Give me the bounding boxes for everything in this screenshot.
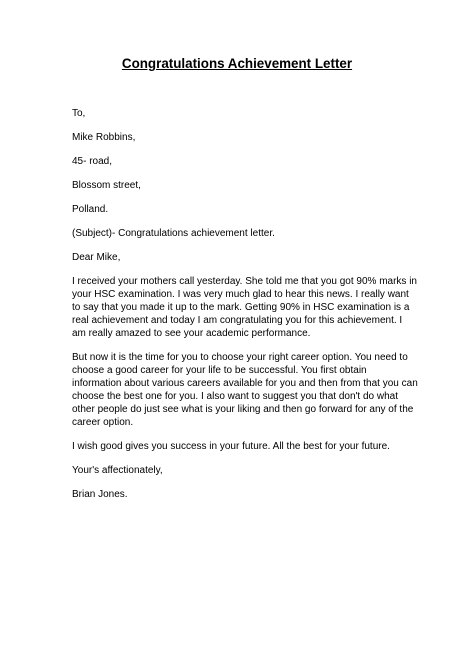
body-line: real achievement and today I am congratulating you for this achievement. I	[72, 315, 403, 326]
body-line: career option.	[72, 417, 134, 428]
letter-body	[72, 107, 418, 501]
body-line: am really amazed to see your academic performance.	[72, 328, 311, 339]
body-line: to say that you made it up to the mark. Getting 90% in HSC examination is a	[72, 302, 410, 313]
body-paragraph-2	[72, 351, 418, 429]
letter-title: Congratulations Achievement Letter	[121, 56, 353, 71]
body-line: choose the best one for you. I also want to suggest you that don't do what	[72, 391, 399, 402]
body-line: choose a good career for your life to be successful. You first obtain	[72, 365, 367, 376]
body-paragraph-3	[72, 440, 412, 453]
recipient-road: 45- road,	[72, 156, 113, 167]
body-line: information about various careers available for you and then from that you can	[72, 378, 418, 389]
recipient-street: Blossom street,	[72, 180, 141, 191]
recipient-country: Polland.	[72, 204, 109, 215]
recipient-name: Mike Robbins,	[72, 132, 136, 143]
closing: Your's affectionately,	[72, 465, 163, 476]
body-line: I received your mothers call yesterday. She told me that you got 90% marks in	[72, 276, 417, 287]
body-paragraph-1	[72, 275, 417, 340]
body-line: I wish good gives you success in your future. All the best for your future.	[72, 441, 390, 452]
body-line: your HSC examination. I was very much glad to hear this news. I really want	[72, 289, 409, 300]
body-line: other people do just see what is your liking and then go forward for any of the	[72, 404, 414, 415]
subject-line: (Subject)- Congratulations achievement letter.	[72, 228, 275, 239]
signature: Brian Jones.	[72, 489, 128, 500]
salutation: Dear Mike,	[72, 252, 121, 263]
recipient-to: To,	[72, 108, 86, 119]
body-line: But now it is the time for you to choose your right career option. You need to	[72, 352, 408, 363]
